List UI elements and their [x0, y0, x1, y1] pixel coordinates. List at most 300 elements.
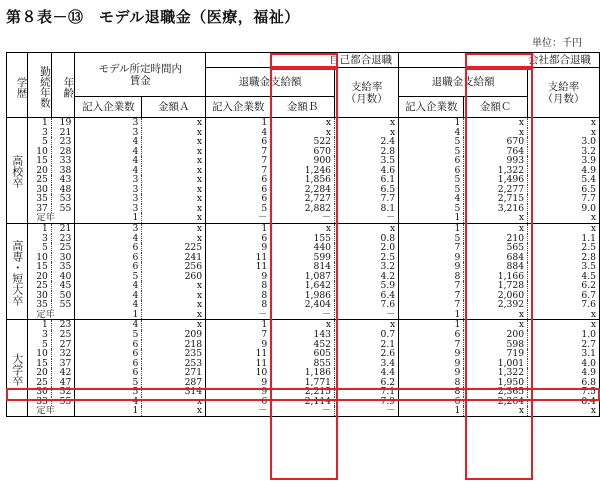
table-cell: 3.1: [528, 349, 600, 359]
table-cell: 1: [399, 213, 464, 223]
table-cell: 6.2: [335, 378, 399, 388]
table-cell: 8: [399, 378, 464, 388]
table-cell: 1: [28, 320, 51, 330]
table-cell: x: [142, 118, 206, 128]
table-cell: 2,264: [464, 397, 528, 407]
table-row: [7, 262, 600, 272]
table-cell: x: [464, 310, 528, 320]
table-cell: 42: [51, 368, 74, 378]
header-kingaku-b: 金額Ｂ: [271, 97, 335, 118]
table-cell: 21: [51, 128, 74, 138]
table-cell: 1,496: [464, 175, 528, 185]
table-cell: 25: [28, 175, 51, 185]
table-cell: 11: [206, 262, 271, 272]
table-cell: 684: [464, 253, 528, 263]
table-cell: 1: [399, 310, 464, 320]
table-cell: －: [271, 406, 335, 416]
table-cell: 2.5: [335, 253, 399, 263]
table-cell: x: [142, 156, 206, 166]
table-cell: 定年: [28, 406, 75, 416]
table-cell: 719: [464, 349, 528, 359]
table-cell: 7: [399, 340, 464, 350]
table-cell: 7: [399, 243, 464, 253]
header-shikyugaku-c: 退職金支給額: [399, 68, 528, 97]
table-cell: 565: [464, 243, 528, 253]
table-cell: 4: [399, 128, 464, 138]
table-cell: 5: [28, 243, 51, 253]
table-cell: 25: [28, 281, 51, 291]
table-cell: 6: [75, 368, 142, 378]
table-cell: 6: [206, 175, 271, 185]
table-cell: －: [335, 310, 399, 320]
table-cell: 1: [399, 406, 464, 416]
table-cell: 1,322: [464, 368, 528, 378]
table-cell: x: [271, 224, 335, 234]
table-cell: 6: [75, 359, 142, 369]
table-cell: x: [142, 166, 206, 176]
table-cell: 3: [28, 330, 51, 340]
table-cell: 1: [75, 406, 142, 416]
table-cell: 210: [464, 234, 528, 244]
table-cell: x: [528, 406, 600, 416]
table-cell: 7.7: [528, 194, 600, 204]
table-cell: 15: [28, 156, 51, 166]
table-cell: x: [142, 194, 206, 204]
table-cell: 6: [399, 330, 464, 340]
table-cell: 7.1: [335, 387, 399, 397]
table-cell: 1: [399, 320, 464, 330]
table-cell: 47: [51, 378, 74, 388]
table-cell: x: [142, 320, 206, 330]
header-jiko: 自己都合退職: [206, 53, 399, 68]
table-cell: 8: [206, 300, 271, 310]
table-cell: 0.7: [335, 330, 399, 340]
table-cell: x: [335, 128, 399, 138]
table-cell: 6: [206, 194, 271, 204]
table-cell: 241: [142, 253, 206, 263]
table-cell: 7.7: [335, 194, 399, 204]
table-cell: 5: [399, 185, 464, 195]
table-cell: 9.0: [528, 204, 600, 214]
table-cell: 884: [464, 262, 528, 272]
table-cell: 3: [75, 204, 142, 214]
table-cell: 4: [75, 137, 142, 147]
table-cell: 3: [28, 128, 51, 138]
table-row: [7, 194, 600, 204]
table-cell: x: [528, 213, 600, 223]
table-cell: 9: [206, 340, 271, 350]
table-cell: 9: [206, 272, 271, 282]
table-row: [7, 330, 600, 340]
table-cell: 2.7: [528, 340, 600, 350]
table-cell: 4: [75, 234, 142, 244]
table-cell: 3: [75, 175, 142, 185]
table-row: [7, 387, 600, 397]
table-row: [7, 243, 600, 253]
table-cell: 6.1: [335, 175, 399, 185]
table-cell: 5: [399, 147, 464, 157]
table-cell: 3: [75, 194, 142, 204]
table-cell: 2.0: [335, 243, 399, 253]
table-cell: 53: [51, 194, 74, 204]
table-cell: 4: [75, 166, 142, 176]
table-row: [7, 224, 600, 234]
table-cell: 235: [142, 349, 206, 359]
table-cell: 2,284: [271, 185, 335, 195]
table-cell: 21: [51, 224, 74, 234]
table-cell: 6: [206, 234, 271, 244]
table-cell: 10: [28, 253, 51, 263]
table-cell: 定年: [28, 310, 75, 320]
table-cell: 8.1: [335, 204, 399, 214]
table-row: [7, 175, 600, 185]
header-kinyu-b: 記入企業数: [206, 97, 271, 118]
table-cell: 6: [399, 156, 464, 166]
table-cell: 5: [399, 137, 464, 147]
table-cell: 9: [206, 387, 271, 397]
header-nenrei: 年齢: [51, 53, 74, 118]
table-cell: 9: [399, 349, 464, 359]
table-cell: 1,986: [271, 291, 335, 301]
table-cell: 1,728: [464, 281, 528, 291]
table-cell: 50: [51, 291, 74, 301]
table-cell: 6: [75, 349, 142, 359]
table-cell: 9: [206, 243, 271, 253]
table-cell: 4.9: [528, 368, 600, 378]
table-cell: 4.2: [335, 272, 399, 282]
table-cell: －: [271, 310, 335, 320]
table-cell: 5: [75, 272, 142, 282]
table-cell: 55: [51, 204, 74, 214]
table-cell: 5: [399, 175, 464, 185]
table-cell: 2.8: [528, 253, 600, 263]
table-cell: 4.0: [528, 359, 600, 369]
table-cell: 7.5: [528, 387, 600, 397]
table-cell: 2.1: [335, 340, 399, 350]
table-cell: 30: [28, 387, 51, 397]
table-cell: 37: [51, 359, 74, 369]
group-label: 高専・短大卒: [7, 224, 28, 320]
header-kingaku-c: 金額Ｃ: [464, 97, 528, 118]
table-cell: 6.5: [528, 185, 600, 195]
table-cell: 38: [51, 166, 74, 176]
table-title: 第８表－⑬ モデル退職金（医療，福祉）: [6, 8, 300, 26]
table-cell: x: [271, 128, 335, 138]
table-cell: 3: [28, 234, 51, 244]
table-cell: 48: [51, 185, 74, 195]
table-row: [7, 166, 600, 176]
table-cell: 35: [28, 194, 51, 204]
table-cell: 43: [51, 175, 74, 185]
table-cell: x: [142, 204, 206, 214]
table-cell: 23: [51, 137, 74, 147]
table-cell: 200: [464, 330, 528, 340]
table-cell: 1,087: [271, 272, 335, 282]
table-cell: 10: [206, 368, 271, 378]
table-row: [7, 310, 600, 320]
table-row: [7, 118, 600, 128]
table-cell: 19: [51, 118, 74, 128]
header-kinyu-c: 記入企業数: [399, 97, 464, 118]
table-cell: 15: [28, 359, 51, 369]
header-model-chingin: モデル所定時間内賃金: [75, 53, 206, 97]
table-cell: 3.4: [335, 359, 399, 369]
table-cell: 9: [206, 378, 271, 388]
table-cell: 4: [75, 397, 142, 407]
header-kinyu-a: 記入企業数: [75, 97, 142, 118]
table-row: [7, 368, 600, 378]
table-cell: 225: [142, 243, 206, 253]
table-cell: 2.5: [528, 243, 600, 253]
header-kinzoku: 勤続年数: [28, 53, 51, 118]
table-cell: 1: [206, 224, 271, 234]
table-cell: 45: [51, 281, 74, 291]
table-cell: 6: [75, 243, 142, 253]
table-cell: 4: [75, 156, 142, 166]
table-row: [7, 397, 600, 407]
table-cell: 2,404: [271, 300, 335, 310]
table-row: [7, 406, 600, 416]
table-cell: 40: [51, 272, 74, 282]
table-cell: 1: [206, 118, 271, 128]
table-cell: 2,727: [271, 194, 335, 204]
table-cell: 2,114: [271, 397, 335, 407]
group-label: 高校卒: [7, 118, 28, 224]
table-row: [7, 147, 600, 157]
header-shikyuritsu-b: 支給率（月数）: [335, 68, 399, 118]
table-cell: 670: [464, 137, 528, 147]
table-cell: 6: [399, 166, 464, 176]
table-cell: 1,771: [271, 378, 335, 388]
table-cell: 7.6: [335, 300, 399, 310]
table-cell: 9: [399, 359, 464, 369]
table-cell: 260: [142, 272, 206, 282]
table-cell: 5: [28, 137, 51, 147]
table-cell: 522: [271, 137, 335, 147]
table-cell: 55: [51, 300, 74, 310]
table-cell: 5: [28, 340, 51, 350]
table-cell: －: [335, 213, 399, 223]
table-cell: 2.4: [335, 137, 399, 147]
table-cell: 25: [51, 243, 74, 253]
table-cell: －: [206, 213, 271, 223]
table-cell: 2,882: [271, 204, 335, 214]
table-cell: 1,246: [271, 166, 335, 176]
table-cell: x: [142, 281, 206, 291]
table-cell: x: [142, 185, 206, 195]
table-row: [7, 281, 600, 291]
table-cell: －: [271, 213, 335, 223]
table-cell: 814: [271, 262, 335, 272]
table-cell: 5.4: [528, 175, 600, 185]
table-cell: x: [528, 224, 600, 234]
table-cell: 20: [28, 368, 51, 378]
table-cell: 5: [75, 330, 142, 340]
table-cell: 3.5: [335, 156, 399, 166]
table-row: [7, 253, 600, 263]
table-cell: 7.6: [528, 300, 600, 310]
table-cell: 3.5: [528, 262, 600, 272]
table-cell: 605: [271, 349, 335, 359]
table-cell: x: [142, 147, 206, 157]
table-cell: 8: [206, 281, 271, 291]
table-cell: 1: [399, 224, 464, 234]
table-cell: 1,001: [464, 359, 528, 369]
table-cell: 2,392: [464, 300, 528, 310]
table-cell: 7: [399, 281, 464, 291]
table-cell: 764: [464, 147, 528, 157]
table-cell: 598: [464, 340, 528, 350]
table-cell: 3: [75, 224, 142, 234]
table-cell: 5: [75, 378, 142, 388]
table-cell: x: [528, 310, 600, 320]
table-cell: x: [464, 320, 528, 330]
table-cell: 10: [28, 349, 51, 359]
table-row: [7, 359, 600, 369]
table-cell: 7: [206, 330, 271, 340]
table-cell: 218: [142, 340, 206, 350]
table-cell: x: [142, 291, 206, 301]
table-cell: 52: [51, 387, 74, 397]
table-cell: 4: [206, 128, 271, 138]
table-cell: 9: [399, 253, 464, 263]
table-cell: 9: [399, 262, 464, 272]
table-row: [7, 204, 600, 214]
table-row: [7, 137, 600, 147]
table-cell: 2,365: [464, 387, 528, 397]
table-cell: 7: [399, 291, 464, 301]
table-cell: 287: [142, 378, 206, 388]
table-cell: 1: [75, 213, 142, 223]
table-cell: 10: [28, 147, 51, 157]
table-cell: 900: [271, 156, 335, 166]
table-cell: 11: [206, 253, 271, 263]
table-cell: 15: [28, 262, 51, 272]
table-cell: 7: [399, 300, 464, 310]
table-cell: 7.9: [335, 397, 399, 407]
table-cell: x: [335, 320, 399, 330]
table-cell: 4.9: [528, 166, 600, 176]
table-cell: 6: [206, 137, 271, 147]
table-cell: 452: [271, 340, 335, 350]
table-cell: 4: [75, 281, 142, 291]
table-cell: 4.5: [528, 272, 600, 282]
table-cell: 6: [399, 397, 464, 407]
table-cell: 6: [206, 185, 271, 195]
header-shikyugaku-b: 退職金支給額: [206, 68, 335, 97]
table-cell: 3.2: [528, 147, 600, 157]
table-cell: 256: [142, 262, 206, 272]
table-cell: x: [142, 128, 206, 138]
table-cell: 6.8: [528, 378, 600, 388]
table-cell: 25: [51, 330, 74, 340]
table-cell: 253: [142, 359, 206, 369]
table-cell: 1: [206, 320, 271, 330]
table-cell: 143: [271, 330, 335, 340]
table-cell: 4.4: [335, 368, 399, 378]
table-cell: 37: [28, 204, 51, 214]
table-cell: 2,215: [271, 387, 335, 397]
table-row: [7, 234, 600, 244]
table-cell: 30: [28, 185, 51, 195]
table-cell: 2,277: [464, 185, 528, 195]
table-cell: 11: [206, 349, 271, 359]
group-label: 大学卒: [7, 320, 28, 416]
table-cell: 5.9: [335, 281, 399, 291]
table-cell: 8: [399, 272, 464, 282]
table-cell: 30: [51, 253, 74, 263]
table-cell: 855: [271, 359, 335, 369]
table-cell: x: [271, 320, 335, 330]
table-cell: 33: [51, 156, 74, 166]
table-cell: 32: [51, 349, 74, 359]
table-cell: 4: [399, 194, 464, 204]
table-cell: 209: [142, 330, 206, 340]
table-cell: 1,856: [271, 175, 335, 185]
table-row: [7, 272, 600, 282]
table-cell: 2,715: [464, 194, 528, 204]
table-cell: －: [206, 406, 271, 416]
table-cell: x: [142, 397, 206, 407]
table-cell: －: [335, 406, 399, 416]
table-cell: 3,216: [464, 204, 528, 214]
table-cell: 1.1: [528, 234, 600, 244]
table-cell: 7: [206, 166, 271, 176]
table-cell: 11: [206, 359, 271, 369]
table-cell: 35: [28, 300, 51, 310]
table-cell: 23: [51, 234, 74, 244]
table-cell: 28: [51, 147, 74, 157]
table-cell: x: [271, 118, 335, 128]
table-cell: 8: [399, 387, 464, 397]
table-cell: 0.8: [335, 234, 399, 244]
table-cell: 23: [51, 320, 74, 330]
table-cell: 55: [51, 397, 74, 407]
table-cell: 6: [75, 262, 142, 272]
table-cell: x: [528, 118, 600, 128]
header-kingaku-a: 金額Ａ: [142, 97, 206, 118]
table-row: [7, 156, 600, 166]
table-cell: 27: [51, 340, 74, 350]
table-cell: 4: [75, 320, 142, 330]
table-row: [7, 213, 600, 223]
table-cell: 25: [28, 378, 51, 388]
table-cell: 6: [206, 397, 271, 407]
table-cell: 6.2: [528, 281, 600, 291]
table-cell: 3.9: [528, 156, 600, 166]
table-cell: 20: [28, 272, 51, 282]
table-row: [7, 128, 600, 138]
table-cell: 定年: [28, 213, 75, 223]
table-cell: 7: [206, 147, 271, 157]
table-cell: x: [142, 310, 206, 320]
table-cell: x: [142, 234, 206, 244]
unit-label: 単位：千円: [532, 38, 582, 49]
table-cell: －: [206, 310, 271, 320]
table-cell: 1: [28, 118, 51, 128]
table-cell: 993: [464, 156, 528, 166]
table-cell: 4.6: [335, 166, 399, 176]
table-cell: x: [464, 213, 528, 223]
table-cell: 1,950: [464, 378, 528, 388]
table-cell: x: [464, 118, 528, 128]
table-cell: 35: [51, 262, 74, 272]
table-cell: x: [142, 300, 206, 310]
table-cell: 6.7: [528, 291, 600, 301]
table-cell: x: [464, 128, 528, 138]
table-cell: 20: [28, 166, 51, 176]
table-cell: 4: [75, 300, 142, 310]
